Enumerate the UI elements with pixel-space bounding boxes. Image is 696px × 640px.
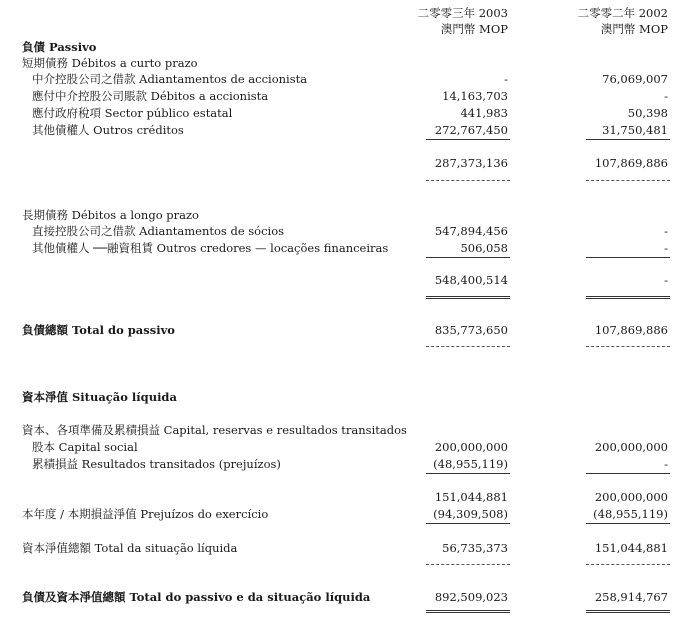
dashed-divider — [426, 346, 510, 347]
dashed-divider — [426, 564, 510, 565]
underline — [586, 473, 670, 474]
long-term-total-2002: - — [664, 273, 668, 287]
underline — [586, 523, 670, 524]
total-equity-2002: 151,044,881 — [594, 541, 668, 555]
row-value-2002: - — [664, 241, 668, 255]
row-label: 應付政府稅項 Sector público estatal — [32, 106, 233, 120]
grand-total-2003: 892,509,023 — [434, 590, 508, 604]
row-label: 直接控股公司之借款 Adiantamentos de sócios — [32, 224, 285, 238]
subsection-title-long-term: 長期債務 Débitos a longo prazo — [22, 208, 199, 222]
row-value-2002: - — [664, 224, 668, 238]
double-underline — [586, 296, 670, 299]
row-value-2002: 200,000,000 — [594, 440, 668, 454]
section-title-liabilities: 負債 Passivo — [22, 40, 97, 54]
underline — [586, 139, 670, 140]
row-label: 其他債權人 Outros créditos — [32, 123, 184, 137]
total-liabilities-label: 負債總額 Total do passivo — [22, 323, 175, 337]
row-label: 股本 Capital social — [32, 440, 138, 454]
year-result-label: 本年度 / 本期損益淨值 Prejuízos do exercício — [22, 507, 269, 521]
row-value-2002: - — [664, 89, 668, 103]
row-value-2002: - — [664, 457, 668, 471]
row-value-2002: 76,069,007 — [602, 72, 668, 86]
equity-subtotal-2002: 200,000,000 — [594, 490, 668, 504]
column-header-2002-year: 二零零二年 2002 — [577, 6, 668, 20]
row-value-2002: 50,398 — [627, 106, 668, 120]
row-label: 應付中介控股公司賬款 Débitos a accionista — [32, 89, 269, 103]
subsection-title-short-term: 短期債務 Débitos a curto prazo — [22, 56, 198, 70]
total-liabilities-2003: 835,773,650 — [434, 323, 508, 337]
row-value-2003: 441,983 — [460, 106, 508, 120]
row-value-2003: 506,058 — [460, 241, 508, 255]
row-value-2003: 272,767,450 — [434, 123, 508, 137]
total-equity-2003: 56,735,373 — [442, 541, 508, 555]
long-term-total-2003: 548,400,514 — [434, 273, 508, 287]
double-underline — [426, 296, 510, 299]
subsection-title-capital: 資本、各項準備及累積損益 Capital, reservas e resultados transitados — [22, 423, 407, 437]
underline — [426, 139, 510, 140]
row-value-2002: 31,750,481 — [602, 123, 668, 137]
dashed-divider — [586, 180, 670, 181]
section-title-equity: 資本淨值 Situação líquida — [22, 390, 177, 404]
row-value-2003: 200,000,000 — [434, 440, 508, 454]
column-header-2003-currency: 澳門幣 MOP — [440, 22, 508, 36]
row-label: 其他債權人 ──融資租賃 Outros credores — locações financeiras — [32, 241, 389, 255]
double-underline — [426, 610, 510, 613]
row-value-2003: (48,955,119) — [433, 457, 508, 471]
year-result-2003: (94,309,508) — [433, 507, 508, 521]
total-liabilities-2002: 107,869,886 — [594, 323, 668, 337]
row-value-2003: 547,894,456 — [434, 224, 508, 238]
column-header-2002-currency: 澳門幣 MOP — [600, 22, 668, 36]
year-result-2002: (48,955,119) — [593, 507, 668, 521]
row-value-2003: - — [504, 72, 508, 86]
dashed-divider — [586, 564, 670, 565]
grand-total-label: 負債及資本淨值總額 Total do passivo e da situação líquida — [22, 590, 371, 604]
short-term-total-2002: 107,869,886 — [594, 156, 668, 170]
underline — [426, 257, 510, 258]
double-underline — [586, 610, 670, 613]
row-label: 累積損益 Resultados transitados (prejuízos) — [32, 457, 281, 471]
column-header-2003-year: 二零零三年 2003 — [417, 6, 508, 20]
underline — [586, 257, 670, 258]
dashed-divider — [426, 180, 510, 181]
total-equity-label: 資本淨值總額 Total da situação líquida — [22, 541, 238, 555]
dashed-divider — [586, 346, 670, 347]
row-value-2003: 14,163,703 — [442, 89, 508, 103]
underline — [426, 523, 510, 524]
row-label: 中介控股公司之借款 Adiantamentos de accionista — [32, 72, 308, 86]
grand-total-2002: 258,914,767 — [594, 590, 668, 604]
short-term-total-2003: 287,373,136 — [434, 156, 508, 170]
equity-subtotal-2003: 151,044,881 — [434, 490, 508, 504]
underline — [426, 473, 510, 474]
